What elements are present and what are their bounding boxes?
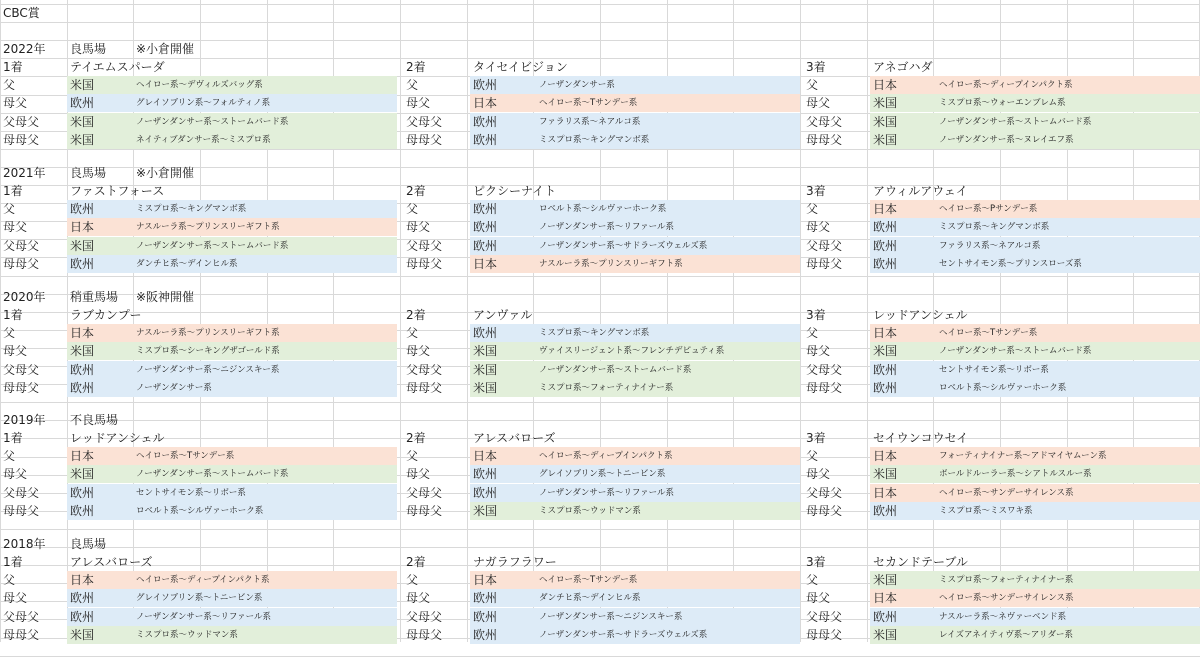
horse-name: レッドアンシェル [873, 308, 968, 322]
horse-name: アウィルアウェイ [873, 184, 968, 198]
sire-line: ナスルーラ系～ネヴァーベンド系 [939, 612, 1067, 622]
place-label: 1着 [3, 555, 23, 569]
region-label: 欧州 [873, 363, 898, 377]
pedigree-label: 父母父 [406, 115, 443, 129]
region-label: 米国 [873, 467, 898, 481]
horse-name: ナガラフラワー [473, 555, 557, 569]
sire-line: レイズアネイティヴ系～アリダー系 [939, 630, 1073, 640]
region-label: 日本 [473, 449, 498, 463]
sire-line: ミスプロ系～キングマンボ系 [939, 222, 1050, 232]
sire-line: ノーザンダンサー系～サドラーズウェルズ系 [539, 630, 708, 640]
pedigree-label: 母父 [3, 220, 28, 234]
pedigree-label: 父 [3, 573, 16, 587]
sire-line: ロベルト系～シルヴァーホーク系 [539, 204, 667, 214]
pedigree-label: 母父 [3, 96, 28, 110]
sire-line: ヘイロー系～サンデーサイレンス系 [939, 593, 1074, 603]
horse-name: テイエムスパーダ [70, 60, 165, 74]
grid-row-line [0, 312, 1200, 313]
sire-line: ミスプロ系～ウッドマン系 [539, 506, 641, 516]
track-condition: 良馬場 [70, 166, 107, 180]
pedigree-label: 父母父 [406, 363, 443, 377]
pedigree-label: 母母父 [806, 381, 843, 395]
pedigree-label: 母父 [3, 591, 28, 605]
sire-line: ヘイロー系～ディープインパクト系 [136, 575, 270, 585]
pedigree-label: 父母父 [3, 363, 40, 377]
place-label: 3着 [806, 60, 826, 74]
region-label: 欧州 [473, 115, 498, 129]
region-label: 日本 [473, 573, 498, 587]
grid-column-line [0, 0, 1, 642]
year-label: 2019年 [3, 413, 46, 427]
pedigree-label: 父母父 [806, 486, 843, 500]
pedigree-label: 母母父 [3, 381, 40, 395]
pedigree-label: 父 [3, 78, 16, 92]
sire-line: ロベルト系～シルヴァーホーク系 [136, 506, 264, 516]
region-label: 米国 [70, 344, 95, 358]
grid-column-line [800, 0, 801, 642]
pedigree-label: 父 [3, 326, 16, 340]
sire-line: ミスプロ系～キングマンボ系 [539, 135, 650, 145]
sire-line: ノーザンダンサー系～ストームバード系 [939, 346, 1092, 356]
sire-line: ファラリス系～ネアルコ系 [539, 117, 641, 127]
sire-line: ノーザンダンサー系～ストームバード系 [136, 241, 289, 251]
pedigree-label: 父 [406, 78, 419, 92]
region-label: 米国 [473, 344, 498, 358]
pedigree-label: 母父 [3, 467, 28, 481]
pedigree-label: 母母父 [406, 504, 443, 518]
sire-line: セントサイモン系～リボー系 [136, 488, 246, 498]
sire-line: ヘイロー系～ディープインパクト系 [539, 451, 673, 461]
year-label: 2021年 [3, 166, 46, 180]
pedigree-label: 母母父 [406, 628, 443, 642]
sire-line: ノーザンダンサー系～ストームバード系 [136, 117, 289, 127]
pedigree-label: 父 [406, 326, 419, 340]
region-label: 欧州 [873, 381, 898, 395]
region-label: 欧州 [70, 96, 95, 110]
pedigree-label: 母母父 [3, 133, 40, 147]
place-label: 1着 [3, 431, 23, 445]
region-label: 米国 [70, 115, 95, 129]
sire-line: ノーザンダンサー系～リファール系 [539, 222, 674, 232]
region-label: 米国 [473, 363, 498, 377]
region-label: 欧州 [473, 486, 498, 500]
region-label: 欧州 [473, 202, 498, 216]
grid-column-line [400, 0, 401, 642]
sire-line: ノーザンダンサー系 [539, 80, 615, 90]
region-label: 欧州 [873, 257, 898, 271]
sire-line: ダンチヒ系～デインヒル系 [539, 593, 641, 603]
horse-name: アレスバローズ [70, 555, 153, 569]
region-label: 欧州 [473, 78, 498, 92]
venue-note: ※小倉開催 [136, 42, 195, 56]
region-label: 日本 [873, 486, 898, 500]
pedigree-label: 父母父 [3, 610, 40, 624]
horse-name: セカンドテーブル [873, 555, 968, 569]
horse-name: アンヴァル [473, 308, 533, 322]
grid-column-line [467, 0, 468, 642]
pedigree-label: 父 [806, 573, 819, 587]
grid-column-line [867, 0, 868, 642]
grid-row-line [0, 402, 1200, 403]
sire-line: グレイソブリン系～フォルティノ系 [136, 98, 271, 108]
sire-line: ミスプロ系～ウォーエンブレム系 [939, 98, 1066, 108]
region-label: 米国 [473, 504, 498, 518]
region-label: 米国 [70, 628, 95, 642]
region-label: 米国 [873, 628, 898, 642]
region-fill-eu [470, 76, 800, 94]
region-label: 欧州 [70, 257, 95, 271]
sire-line: ミスプロ系～ミスワキ系 [939, 506, 1033, 516]
sire-line: ヘイロー系～ディープインパクト系 [939, 80, 1073, 90]
pedigree-label: 母父 [406, 344, 431, 358]
horse-name: アレスバローズ [473, 431, 556, 445]
sire-line: ナスルーラ系～プリンスリーギフト系 [539, 259, 683, 269]
pedigree-label: 父母父 [806, 115, 843, 129]
horse-name: アネゴハダ [873, 60, 933, 74]
sire-line: ノーザンダンサー系～ニジンスキー系 [539, 612, 683, 622]
region-label: 日本 [873, 202, 898, 216]
pedigree-label: 母父 [406, 591, 431, 605]
sire-line: グレイソブリン系～トニービン系 [136, 593, 263, 603]
region-label: 米国 [873, 96, 898, 110]
sire-line: ヘイロー系～Tサンデー系 [939, 328, 1038, 338]
pedigree-label: 父母父 [406, 486, 443, 500]
horse-name: ピクシーナイト [473, 184, 557, 198]
region-label: 日本 [70, 326, 95, 340]
sire-line: セントサイモン系～プリンスローズ系 [939, 259, 1082, 269]
year-label: 2020年 [3, 290, 46, 304]
pedigree-label: 母父 [806, 467, 831, 481]
sire-line: ヘイロー系～サンデーサイレンス系 [939, 488, 1074, 498]
place-label: 2着 [406, 308, 426, 322]
region-label: 欧州 [70, 486, 95, 500]
region-label: 欧州 [473, 467, 498, 481]
grid-row-line [0, 529, 1200, 530]
pedigree-label: 父母父 [3, 115, 40, 129]
place-label: 1着 [3, 184, 23, 198]
pedigree-label: 父 [406, 202, 419, 216]
pedigree-label: 父母父 [806, 610, 843, 624]
region-label: 欧州 [473, 610, 498, 624]
sire-line: ノーザンダンサー系～ストームバード系 [136, 469, 289, 479]
sire-line: ヴァイスリージェント系～フレンチデピュティ系 [539, 346, 725, 356]
pedigree-label: 母父 [806, 591, 831, 605]
region-fill-eu [67, 379, 397, 397]
region-label: 欧州 [873, 504, 898, 518]
pedigree-label: 父 [806, 449, 819, 463]
region-label: 日本 [70, 220, 95, 234]
region-label: 欧州 [873, 610, 898, 624]
horse-name: セイウンコウセイ [873, 431, 969, 445]
pedigree-label: 母母父 [806, 257, 843, 271]
region-label: 日本 [873, 78, 898, 92]
region-label: 欧州 [873, 239, 898, 253]
place-label: 1着 [3, 60, 23, 74]
region-label: 欧州 [473, 326, 498, 340]
sire-line: ボールドルーラー系～シアトルスルー系 [939, 469, 1092, 479]
region-label: 日本 [873, 326, 898, 340]
region-label: 米国 [70, 467, 95, 481]
region-label: 日本 [70, 573, 95, 587]
sire-line: ヘイロー系～デヴィルズバッグ系 [136, 80, 263, 90]
pedigree-label: 母父 [806, 220, 831, 234]
region-label: 欧州 [473, 220, 498, 234]
region-label: 米国 [70, 78, 95, 92]
sheet-title: CBC賞 [3, 6, 40, 20]
pedigree-label: 父 [3, 449, 16, 463]
sire-line: ネイティブダンサー系～ミスプロ系 [136, 135, 271, 145]
track-condition: 不良馬場 [70, 413, 119, 427]
pedigree-label: 母母父 [806, 133, 843, 147]
region-label: 米国 [873, 344, 898, 358]
place-label: 3着 [806, 555, 826, 569]
pedigree-label: 母母父 [806, 504, 843, 518]
grid-row-line [0, 22, 1200, 23]
sire-line: グレイソブリン系～トニービン系 [539, 469, 666, 479]
venue-note: ※小倉開催 [136, 166, 195, 180]
grid-row-line [0, 420, 1200, 421]
sire-line: ノーザンダンサー系～サドラーズウェルズ系 [539, 241, 708, 251]
grid-row-line [0, 149, 1200, 150]
sire-line: ノーザンダンサー系～ストームバード系 [939, 117, 1092, 127]
region-label: 米国 [873, 133, 898, 147]
grid-row-line [0, 58, 1200, 59]
region-fill-eu [870, 502, 1200, 520]
sire-line: ヘイロー系～Tサンデー系 [136, 451, 235, 461]
pedigree-label: 父母父 [3, 239, 40, 253]
region-label: 米国 [70, 133, 95, 147]
horse-name: タイセイビジョン [473, 60, 568, 74]
region-label: 日本 [473, 96, 498, 110]
pedigree-label: 母母父 [3, 504, 40, 518]
year-label: 2022年 [3, 42, 46, 56]
grid-row-line [0, 4, 1200, 5]
sire-line: ファラリス系～ネアルコ系 [939, 241, 1041, 251]
sire-line: ヘイロー系～Pサンデー系 [939, 204, 1038, 214]
pedigree-label: 母母父 [806, 628, 843, 642]
pedigree-label: 母母父 [406, 257, 443, 271]
horse-name: レッドアンシェル [70, 431, 165, 445]
pedigree-label: 母父 [3, 344, 28, 358]
pedigree-label: 父母父 [406, 239, 443, 253]
sire-line: ダンチヒ系～デインヒル系 [136, 259, 238, 269]
pedigree-label: 母父 [806, 96, 831, 110]
region-label: 欧州 [473, 239, 498, 253]
region-label: 米国 [70, 239, 95, 253]
pedigree-label: 父 [806, 326, 819, 340]
place-label: 3着 [806, 431, 826, 445]
sire-line: ミスプロ系～キングマンボ系 [136, 204, 247, 214]
sire-line: ミスプロ系～フォーティナイナー系 [939, 575, 1074, 585]
grid-row-line [0, 565, 1200, 566]
region-label: 欧州 [70, 381, 95, 395]
place-label: 2着 [406, 555, 426, 569]
region-label: 日本 [873, 449, 898, 463]
region-label: 日本 [70, 449, 95, 463]
venue-note: ※阪神開催 [136, 290, 195, 304]
year-label: 2018年 [3, 537, 46, 551]
pedigree-label: 父 [806, 202, 819, 216]
sire-line: ナスルーラ系～プリンスリーギフト系 [136, 328, 280, 338]
region-label: 欧州 [70, 202, 95, 216]
region-label: 米国 [873, 573, 898, 587]
pedigree-label: 父母父 [806, 239, 843, 253]
region-label: 日本 [873, 591, 898, 605]
sire-line: セントサイモン系～リボー系 [939, 365, 1049, 375]
region-label: 欧州 [873, 220, 898, 234]
region-label: 欧州 [70, 591, 95, 605]
horse-name: ファストフォース [70, 184, 165, 198]
pedigree-label: 父 [806, 78, 819, 92]
pedigree-label: 父 [406, 449, 419, 463]
region-label: 米国 [873, 115, 898, 129]
place-label: 2着 [406, 431, 426, 445]
track-condition: 良馬場 [70, 537, 107, 551]
sire-line: ノーザンダンサー系～リファール系 [136, 612, 271, 622]
sire-line: ノーザンダンサー系～ヌレイエフ系 [939, 135, 1074, 145]
grid-row-line [0, 185, 1200, 186]
place-label: 3着 [806, 184, 826, 198]
pedigree-label: 母母父 [406, 381, 443, 395]
place-label: 2着 [406, 184, 426, 198]
sire-line: ロベルト系～シルヴァーホーク系 [939, 383, 1067, 393]
region-label: 米国 [473, 381, 498, 395]
place-label: 1着 [3, 308, 23, 322]
pedigree-label: 母母父 [3, 257, 40, 271]
region-label: 欧州 [473, 628, 498, 642]
grid-row-line [0, 276, 1200, 277]
horse-name: ラブカンプー [70, 308, 142, 322]
region-label: 欧州 [70, 610, 95, 624]
sire-line: ミスプロ系～キングマンボ系 [539, 328, 650, 338]
pedigree-label: 母母父 [406, 133, 443, 147]
pedigree-label: 母母父 [3, 628, 40, 642]
region-label: 欧州 [70, 504, 95, 518]
sire-line: フォーティナイナー系～アドマイヤムーン系 [939, 451, 1107, 461]
region-label: 欧州 [70, 363, 95, 377]
grid-row-line [0, 547, 1200, 548]
sire-line: ヘイロー系～Tサンデー系 [539, 575, 638, 585]
grid-row-line [0, 438, 1200, 439]
pedigree-label: 母父 [406, 467, 431, 481]
sire-line: ノーザンダンサー系 [136, 383, 212, 393]
pedigree-label: 母父 [806, 344, 831, 358]
pedigree-label: 父母父 [806, 363, 843, 377]
pedigree-label: 母父 [406, 220, 431, 234]
sire-line: ノーザンダンサー系～リファール系 [539, 488, 674, 498]
region-label: 欧州 [473, 591, 498, 605]
pedigree-label: 母父 [406, 96, 431, 110]
place-label: 3着 [806, 308, 826, 322]
place-label: 2着 [406, 60, 426, 74]
pedigree-label: 父母父 [3, 486, 40, 500]
sire-line: ミスプロ系～フォーティナイナー系 [539, 383, 674, 393]
pedigree-label: 父 [406, 573, 419, 587]
track-condition: 良馬場 [70, 42, 107, 56]
sire-line: ノーザンダンサー系～ニジンスキー系 [136, 365, 280, 375]
sire-line: ナスルーラ系～プリンスリーギフト系 [136, 222, 280, 232]
sire-line: ノーザンダンサー系～ストームバード系 [539, 365, 692, 375]
sire-line: ミスプロ系～ウッドマン系 [136, 630, 238, 640]
track-condition: 稍重馬場 [70, 290, 119, 304]
region-label: 日本 [473, 257, 498, 271]
pedigree-label: 父母父 [406, 610, 443, 624]
pedigree-label: 父 [3, 202, 16, 216]
region-label: 欧州 [473, 133, 498, 147]
sire-line: ミスプロ系～シーキングザゴールド系 [136, 346, 280, 356]
sire-line: ヘイロー系～Tサンデー系 [539, 98, 638, 108]
